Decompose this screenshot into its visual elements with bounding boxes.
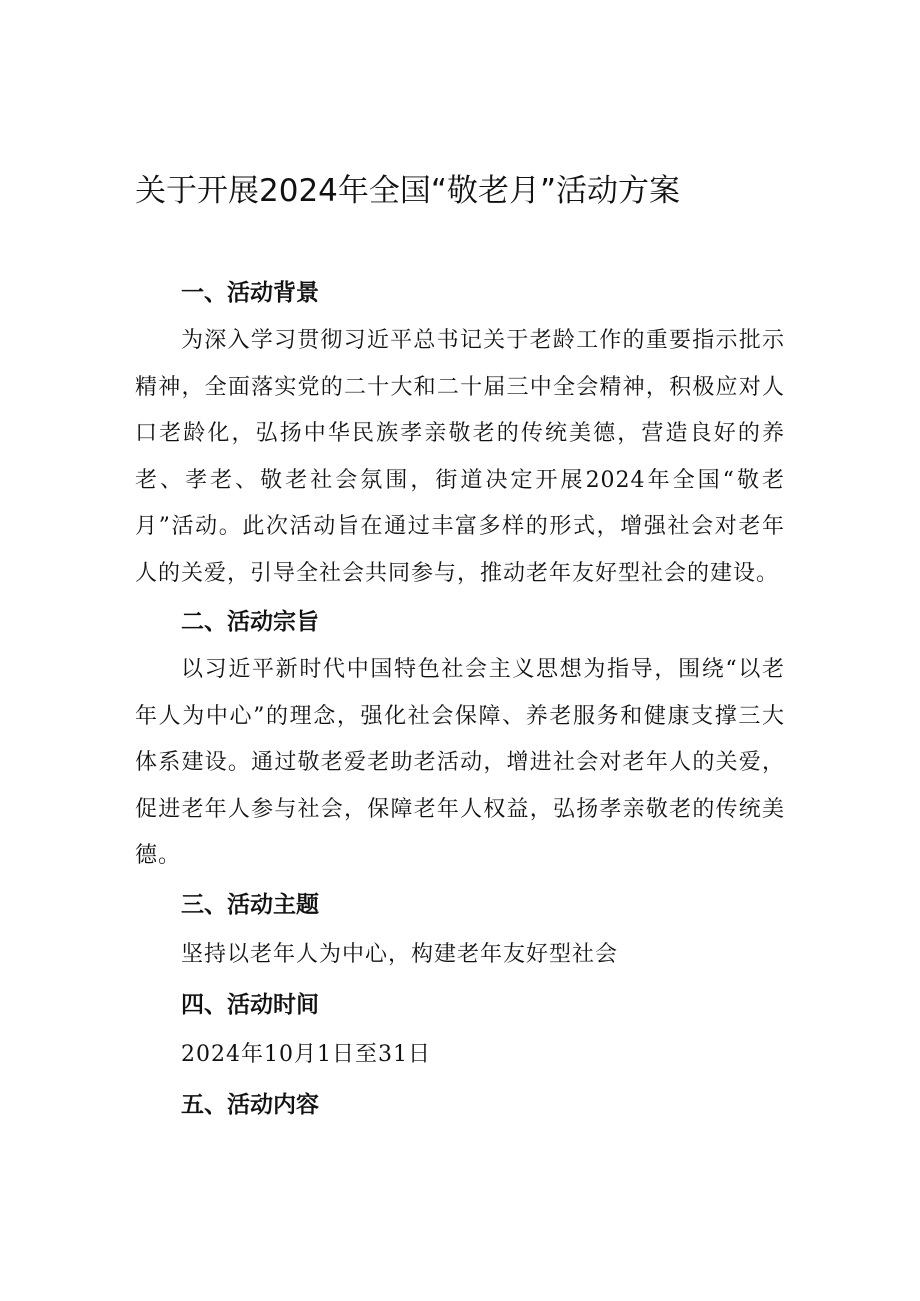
section-heading-theme: 三、活动主题: [181, 891, 319, 918]
section-heading-content: 五、活动内容: [181, 1091, 319, 1118]
section-text-time: 2024年10月1日至31日: [181, 1041, 431, 1067]
document-body: [135, 268, 785, 1130]
section-heading-background: 一、活动背景: [181, 280, 319, 306]
section-heading-time: 四、活动时间: [181, 991, 319, 1018]
section-heading-purpose: 二、活动宗旨: [181, 609, 319, 635]
document-title: 关于开展2024年全国“敬老月”活动方案: [135, 173, 681, 209]
section-text-purpose: 以习近平新时代中国特色社会主义思想为指导，围绕“以老年人为中心”的理念，强化社会保障、养老服务和健康支撑三大体系建设。通过敬老爱老助老活动，增进社会对老年人的关爱，促进老年人参与社会，保障老年人权益，弘扬孝亲敬老的传统美德。: [135, 657, 785, 868]
section-text-theme: 坚持以老年人为中心，构建老年友好型社会: [181, 941, 619, 967]
section-text-background: 为深入学习贯彻习近平总书记关于老龄工作的重要指示批示精神，全面落实党的二十大和二十届三中全会精神，积极应对人口老龄化，弘扬中华民族孝亲敬老的传统美德，营造良好的养老、孝老、敬老社会氛围，街道决定开展2024年全国“敬老月”活动。此次活动旨在通过丰富多样的形式，增强社会对老年人的关爱，引导全社会共同参与，推动老年友好型社会的建设。: [135, 328, 785, 586]
